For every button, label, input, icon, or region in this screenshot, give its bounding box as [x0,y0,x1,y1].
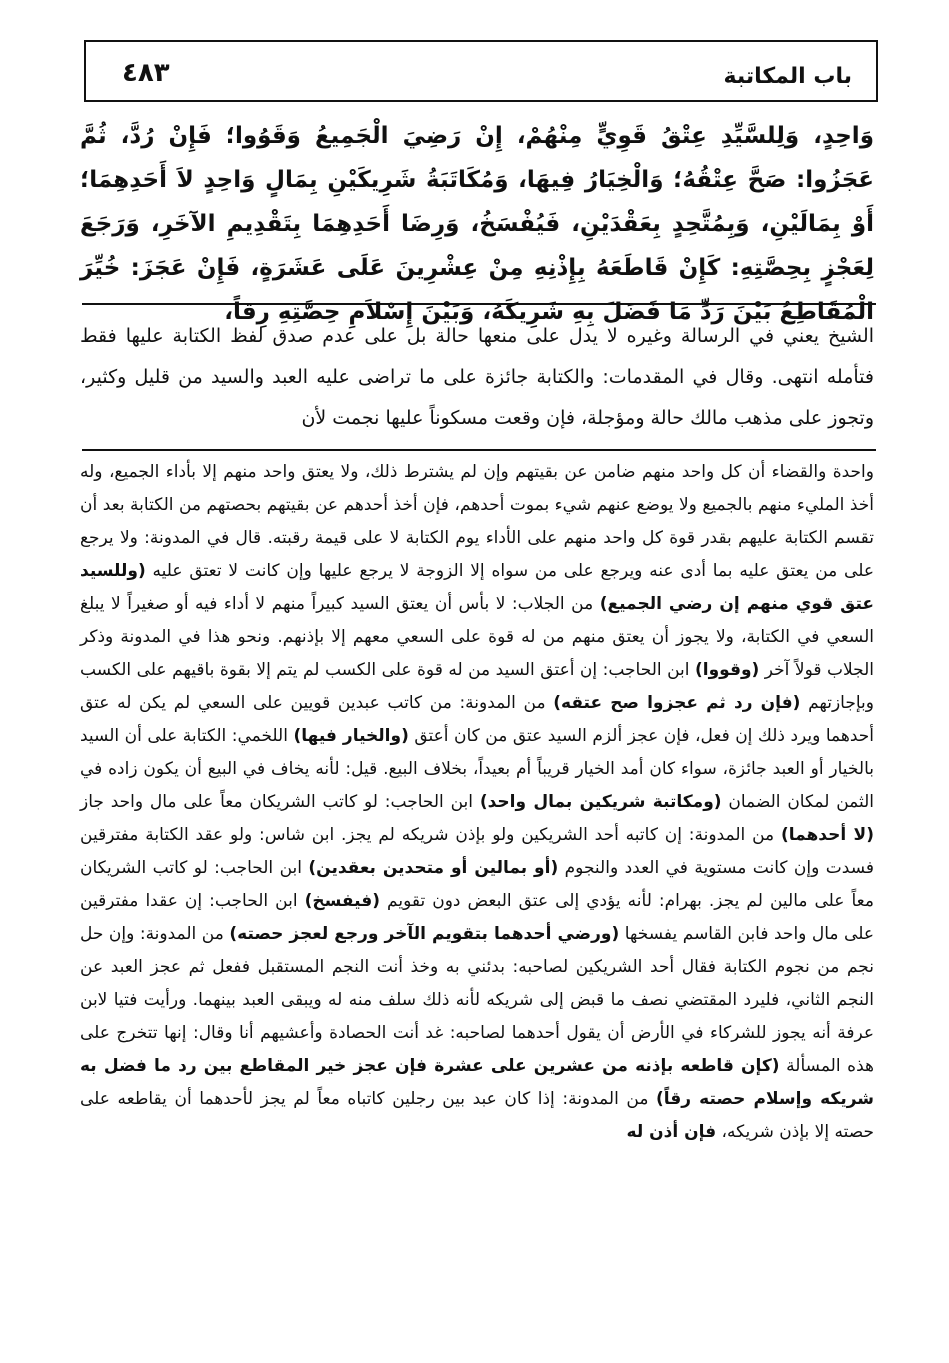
quoted-matn-segment: (ومكاتبة شريكين بمال واحد) [479,792,722,812]
quoted-matn-segment: فإن أذن له [626,1122,717,1142]
quoted-matn-segment: (أو بمالين أو متحدين بعقدين) [308,858,559,878]
sharh-segment: ابن الحاجب: إن أعتق السيد من له قوة على الكسب لم يتم إلا بقوة باقيهم على الكسب وبإجازتهم [80,660,874,713]
divider-line [82,449,876,451]
sharh-segment: من المدونة: إن كاتبه أحد الشريكين ولو بإذن شريكه لم يجز. ابن شاس: ولو عقد الكتابة مفترقين فسدت وإن كانت مستوية في العدد والنجوم [80,825,874,878]
page-header [84,40,878,102]
sharh-segment: ابن الحاجب: إن عقدا مفترقين على مال واحد فابن القاسم يفسخها [80,891,874,944]
sharh-segment: من المدونة: من كاتب عبدين قويين على السعي لم يكن له عتق أحدهما ويرد ذلك إن فعل، فإن عجز ألزم السيد عتق من كان أعتق [80,693,875,746]
sharh-segment: من المدونة: إذا كان عبد بين رجلين كاتباه معاً لم يجز لأحدهما أن يقاطعه على حصته إلا بإذن شريكه، [80,1089,874,1142]
chapter-title: باب المكاتبة [723,64,852,89]
main-text-paragraph: وَاحِدٍ، وَلِلسَّيِّدِ عِتْقُ قَوِيٍّ مِنْهُمْ، إِنْ رَضِيَ الْجَمِيعُ وَقَوُوا؛ فَإِنْ رُدَّ، ثُمَّ عَجَزُوا: صَحَّ عِتْقُهُ؛ وَالْخِيَارُ فِيهَا، وَمُكَاتَبَةُ شَرِيكَيْنِ بِمَالٍ وَاحِدٍ لاَ أَحَدِهِمَا؛ أَوْ بِمَالَيْنِ، وَبِمُتَّحِدٍ بِعَقْدَيْنِ، فَيُفْسَخُ، وَرِضَا أَحَدِهِمَا بِتَقْدِيمِ الآخَرِ، وَرَجَعَ لِعَجْزٍ بِحِصَّتِهِ: كَإِنْ قَاطَعَهُ بِإِذْنِهِ مِنْ عِشْرِينَ عَلَى عَشَرَةٍ، فَإِنْ عَجَزَ: خُيِّرَ الْمُقَاطِعُ بَيْنَ رَدِّ مَا فَضَلَ بِهِ شَرِيكَهُ، وَبَيْنَ إِسْلاَمِ حِصَّتِهِ رِقاً، [80,123,874,325]
sharh-segment: من الجلاب: لا بأس أن يعتق السيد كبيراً منهم لا أداء فيه أو صغيراً لا يبلغ السعي في الكتابة، ولا يجوز أن يعتق منهم من له قوة على السعي معهم إلا بإذنهم. ونحو هذا في المدونة وذكر الجلاب قولاً آخر [80,594,875,680]
sharh-text [80,456,874,1149]
quoted-matn-segment: (وللسيد عتق قوي منهم إن رضي الجميع) [80,561,874,614]
sharh-segment: اللخمي: الكتابة على أن السيد بالخيار أو العبد جائزة، سواء كان أمد الخيار قريباً أم بعيداً، بخلاف البيع. قيل: لأنه يخاف في البيع أن يكون زاده في الثمن لمكان الضمان [80,726,875,812]
quoted-matn-segment: (والخيار فيها) [293,726,409,746]
main-text [80,114,874,334]
quoted-matn-segment: (وقووا) [695,660,760,680]
divider-line [82,303,876,305]
sharh-paragraph [80,456,874,1149]
sharh-segment: واحدة والقضاء أن كل واحد منهم ضامن عن بقيتهم وإن لم يشترط ذلك، ولا يعتق واحد منهم إلا بأداء الجميع، وله أخذ المليء منهم بالجميع ولا يوضع عنهم شيء بموت أحدهم، فإن أخذ أحدهم عن بقيتهم بحصتهم من الكتابة بعد أن تقسم الكتابة عليهم بقدر قوة كل واحد منهم على الأداء يوم الكتابة لا على قيمة رقبته. قال في المدونة: ولا يرجع على من يعتق عليه بما أدى عنه ويرجع على من سواه إلا الزوجة لا يرجع عليها وإن كانت لا تعتق عليه [80,462,874,581]
quoted-matn-segment: (فإن رد ثم عجزوا صح عتقه) [553,693,801,713]
commentary-paragraph: الشيخ يعني في الرسالة وغيره لا يدل على منعها حالة بل على عدم صدق لفظ الكتابة عليها فقط فتأمله انتهى. وقال في المقدمات: والكتابة جائزة على ما تراضى عليه العبد والسيد من قليل وكثير، وتجوز على مذهب مالك حالة ومؤجلة، فإن وقعت مسكوناً عليها نجمت لأن [80,325,874,429]
commentary-text [80,316,874,439]
quoted-matn-segment: (فيفسخ) [304,891,380,911]
quoted-matn-segment: (كإن قاطعه بإذنه من عشرين على عشرة فإن عجز خير المقاطع بين رد ما فضل به شريكه وإسلام حصته رقاً) [80,1056,874,1109]
sharh-segment: ابن الحاجب: لو كاتب الشريكان معاً على مالين لم يجز. بهرام: لأنه يؤدي إلى عتق البعض دون تقويم [80,858,874,911]
quoted-matn-segment: (لا أحدهما) [780,825,874,845]
sharh-segment: من المدونة: وإن حل نجم من نجوم الكتابة فقال أحد الشريكين لصاحبه: بدئني به وخذ أنت النجم المستقبل ففعل ثم عجز العبد عن النجم الثاني، فليرد المقتضي نصف ما قبض إلى شريكه لأنه ذلك سلف منه له ويبقى العبد بينهما. ورأيت فتيا لابن عرفة أنه يجوز للشركاء في الأرض أن يقول أحدهما لصاحبه: غد أنت الحصادة وأعشيهم أنا وقال: إنها تتخرج على هذه المسألة [80,924,874,1076]
quoted-matn-segment: (ورضي أحدهما بتقويم الآخر ورجع لعجز حصته) [229,924,620,944]
page-number: ٤٨٣ [122,58,170,88]
sharh-segment: ابن الحاجب: لو كاتب الشريكان معاً على مال واحد جاز [80,792,480,812]
